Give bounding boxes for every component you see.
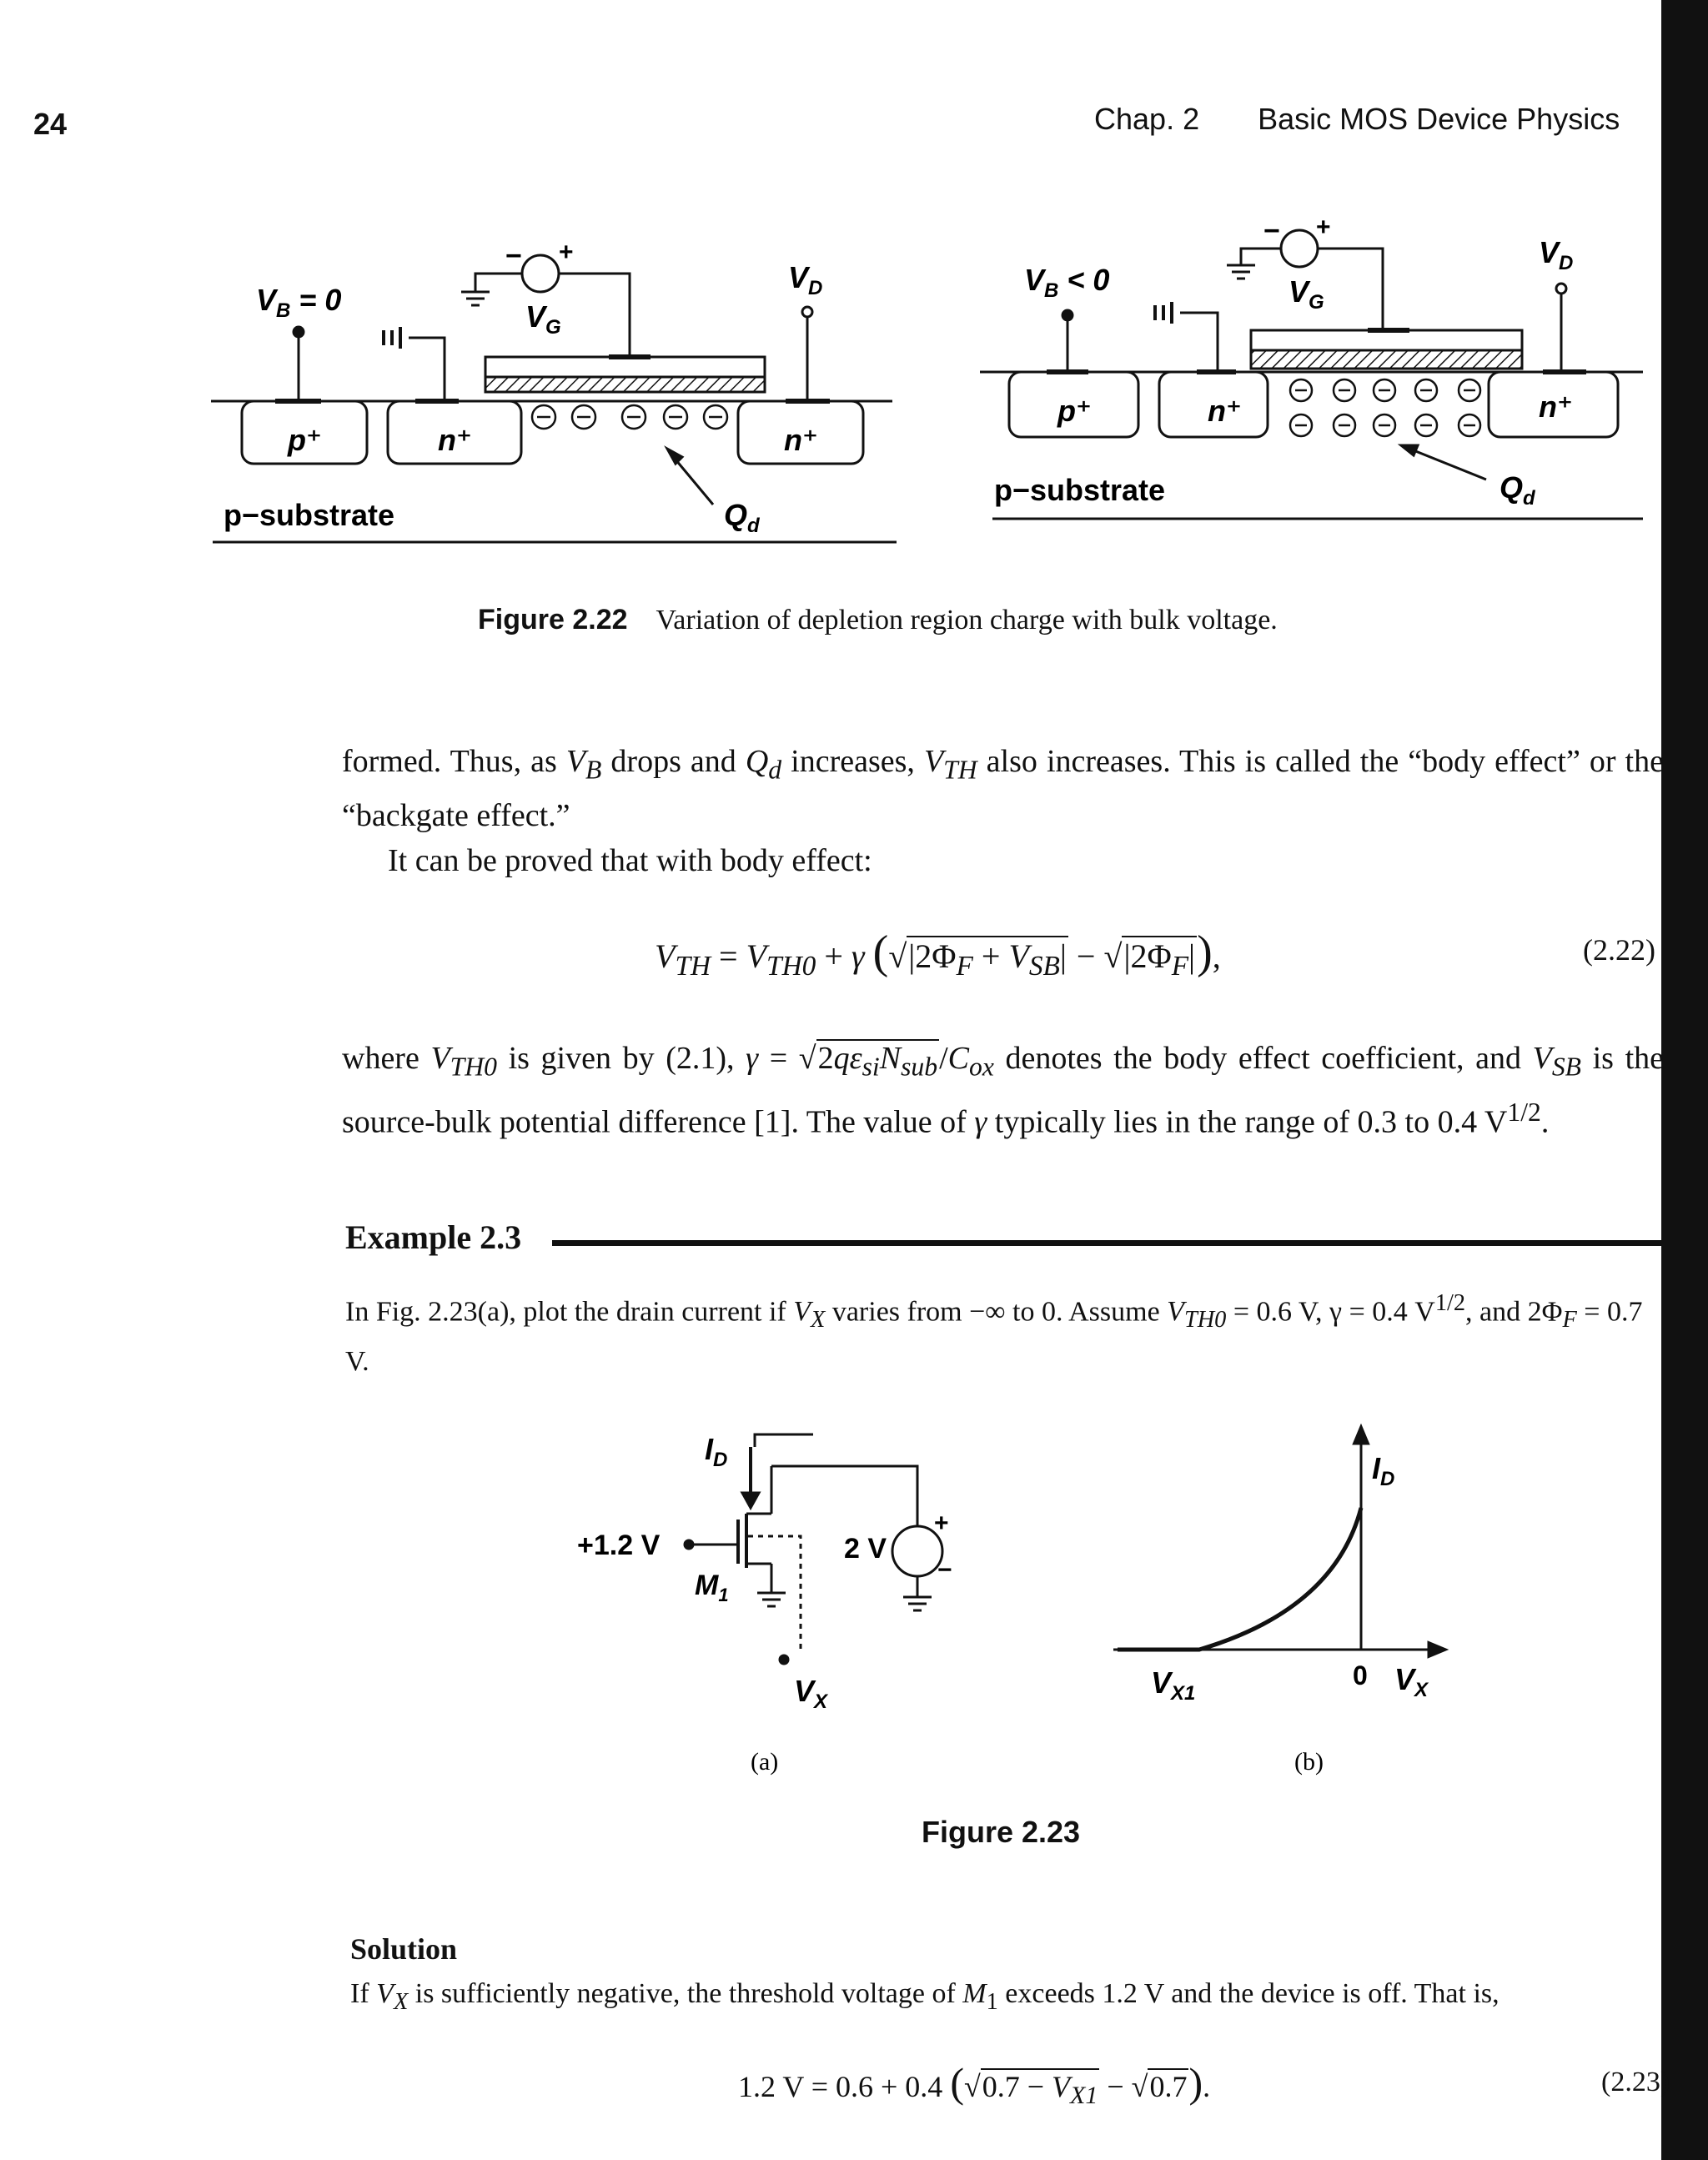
example-title: Example 2.3 (345, 1218, 522, 1256)
equation-2-23: 1.2 V = 0.6 + 0.4 $(√0.7 - V_{X1} - √0.7)$. (738, 2059, 1211, 2110)
fig222-right-p-plus: p⁺ (1057, 394, 1092, 428)
body-paragraph-2: It can be proved that with body effect: (388, 842, 872, 878)
fig222-right-n-plus-2: n⁺ (1539, 389, 1573, 424)
fig222-right-substrate-label: p−substrate (994, 473, 1166, 507)
solution-title: Solution (350, 1932, 458, 1966)
fig222-left-vb-label: $V_B = 0$ (256, 283, 342, 322)
fig222-right-vb-label: $V_B < 0$ (1024, 263, 1110, 302)
equation-2-22: $V_{TH} = V_{TH0} + \gamma$ $(√|2\Phi_F + V_{SB}| - √|2\Phi_F|)$, (655, 927, 1221, 982)
fig222-left-vd-label: $V_D$ (788, 260, 823, 299)
figure-2-22-caption (478, 604, 1278, 636)
fig222-left-n-plus-1: n⁺ (438, 423, 472, 457)
fig222-left-source-minus: − (505, 240, 522, 272)
fig222-right-vd-label: $V_D$ (1539, 235, 1574, 274)
fig223a-vx-label: $V_X$ (794, 1674, 828, 1713)
fig222-left-charges (532, 405, 727, 429)
fig223a-source-plus: + (934, 1509, 949, 1537)
equation-2-22-number: (2.22) (1583, 933, 1655, 967)
fig222-right-vg-label: $V_G$ (1289, 274, 1324, 314)
figure-2-22 (0, 192, 1668, 567)
example-text: In Fig. 2.23(a), plot the drain current if $V_X$ varies from −∞ to 0. Assume $V_{TH0} = 0.6$ V, γ = 0.4 $V^{1/2}$, and $2\Phi_F = 0.7$ V. (345, 1290, 1643, 1378)
fig222-right-n-plus-1: n⁺ (1208, 394, 1242, 428)
fig223b-subfigure-label: (b) (1294, 1748, 1324, 1776)
fig223b-id-label: $I_D$ (1372, 1451, 1395, 1490)
fig222-left-source-plus: + (559, 239, 574, 266)
figure-2-22-caption-label: Figure 2.22 (478, 604, 628, 635)
fig222-right-source-minus: − (1263, 215, 1280, 247)
fig223a-gate-voltage: +1.2 V (577, 1530, 661, 1561)
fig222-right-qd-label: $Q_d$ (1500, 470, 1535, 510)
figure-2-22-caption-text: Variation of depletion region charge with bulk voltage. (656, 605, 1278, 635)
body-paragraph-3: where $V_{TH0}$ is given by (2.1), $\gamma = √2q\varepsilon_{si}N_{sub}/C_{ox}$ denotes the body effect coefficient, and $V_{SB}$ is the source-bulk potential difference [1]. The value of γ typically lies in the range of 0.3 to 0.4 $V^{1/2}$. (342, 1041, 1664, 1140)
fig223a-id-label: $I_D$ (705, 1432, 728, 1471)
fig223b-vx1-label: $V_{X1}$ (1151, 1665, 1196, 1705)
fig222-left-n-plus-2: n⁺ (784, 423, 818, 457)
fig223a-subfigure-label: (a) (751, 1748, 779, 1776)
running-head (1094, 102, 1620, 137)
fig222-right-source-plus: + (1316, 213, 1331, 241)
figure-2-23 (0, 1409, 1668, 1876)
body-paragraph-1: formed. Thus, as $V_B$ drops and $Q_d$ increases, $V_{TH}$ also increases. This is called the “body effect” or the “backgate effect.” It can be proved that with body effect: (342, 739, 1664, 883)
solution-text: If $V_X$ is sufficiently negative, the threshold voltage of $M_1$ exceeds 1.2 V and the device is off. That is, (350, 1978, 1500, 2015)
fig223a-m1-label: $M_1$ (695, 1570, 729, 1605)
fig223a-source-voltage: 2 V (844, 1533, 887, 1565)
fig223b-plot (1113, 1424, 1448, 1658)
scan-edge (1661, 0, 1708, 2160)
figure-2-23-caption: Figure 2.23 (922, 1815, 1081, 1849)
fig223a-source-minus: − (937, 1556, 952, 1584)
fig223b-zero-label: 0 (1353, 1660, 1368, 1690)
example-rule (552, 1240, 1665, 1246)
fig223b-id-curve (1118, 1508, 1361, 1650)
fig222-left-p-plus: p⁺ (288, 423, 322, 457)
section-title: Basic MOS Device Physics (1258, 102, 1620, 136)
fig222-left-substrate-label: p−substrate (224, 498, 395, 532)
chapter-label: Chap. 2 (1094, 102, 1200, 136)
page-number: 24 (33, 107, 68, 141)
fig223b-vx-label: $V_X$ (1394, 1662, 1429, 1701)
fig222-left-qd-label: $Q_d$ (724, 498, 760, 537)
fig222-right-charges (1290, 379, 1480, 436)
equation-2-23-number: (2.23) (1601, 2067, 1670, 2097)
fig222-left-vg-label: $V_G$ (525, 299, 561, 339)
